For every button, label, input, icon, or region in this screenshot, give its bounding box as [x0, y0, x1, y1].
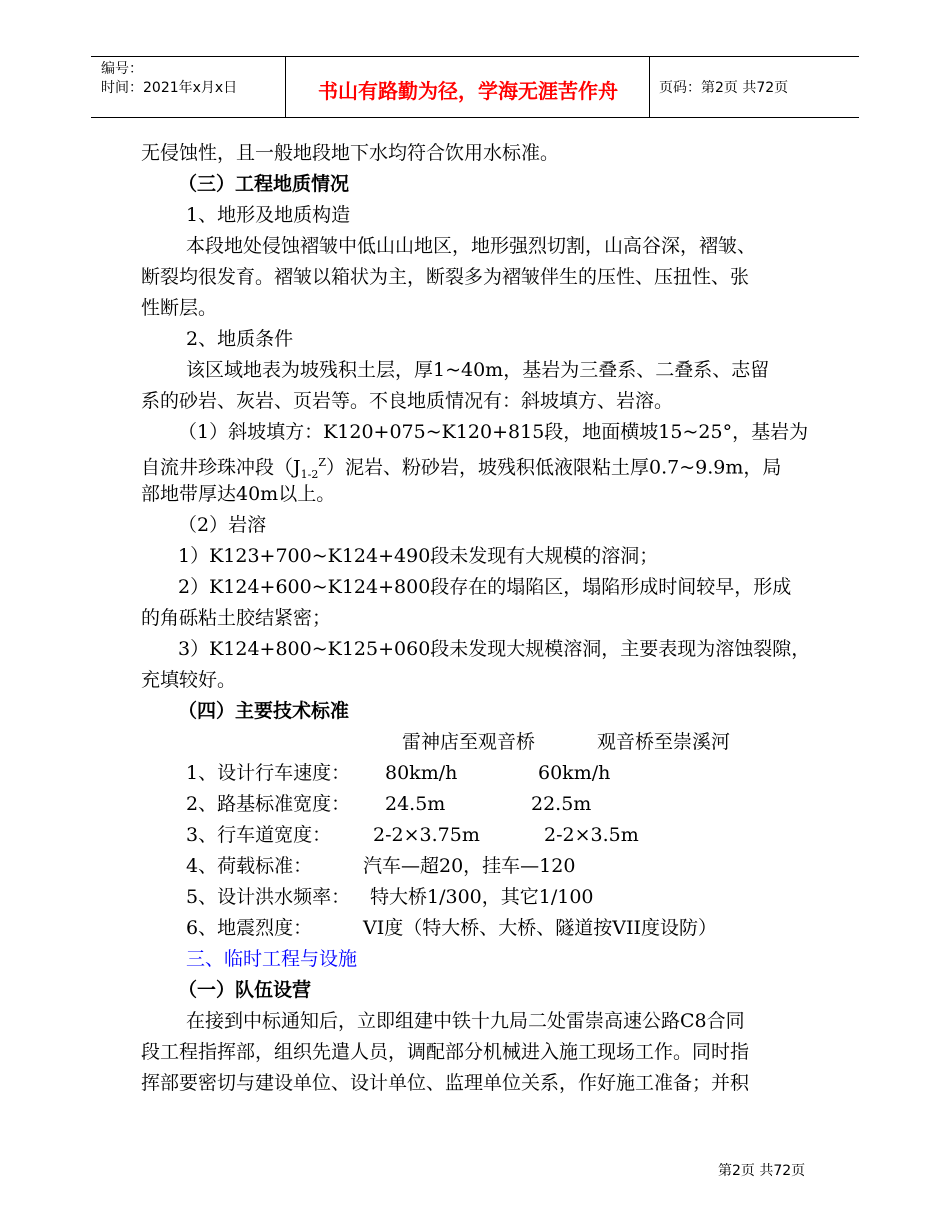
column-header: 观音桥至崇溪河: [597, 731, 731, 753]
row-label: 1、设计行车速度：: [186, 762, 351, 784]
header-page-number: 页码：第2页 共72页: [659, 80, 789, 96]
header-divider: [649, 57, 650, 117]
paragraph-line: 系的砂岩、灰岩、页岩等。不良地质情况有：斜坡填方、岩溶。: [141, 390, 674, 412]
row-value: 22.5m: [531, 793, 592, 815]
section-heading: （三）工程地质情况: [178, 173, 350, 195]
paragraph-line: （1）斜坡填方：K120+075~K120+815段，地面横坡15~25°，基岩为: [178, 421, 809, 443]
paragraph-line: 在接到中标通知后，立即组建中铁十九局二处雷崇高速公路C8合同: [186, 1010, 745, 1032]
section-heading: （四）主要技术标准: [178, 700, 350, 722]
header-serial: 编号：: [101, 61, 143, 77]
paragraph-line: 断裂均很发育。褶皱以箱状为主，断裂多为褶皱伴生的压性、压扭性、张: [141, 266, 750, 288]
paragraph-line: 3）K124+800~K125+060段未发现大规模溶洞，主要表现为溶蚀裂隙，: [178, 638, 811, 660]
paragraph-line: 挥部要密切与建设单位、设计单位、监理单位关系，作好施工准备；并积: [141, 1072, 750, 1094]
row-value: 60km/h: [538, 762, 611, 784]
row-label: 4、荷载标准：: [186, 855, 313, 877]
paragraph-line: 该区域地表为坡残积土层，厚1~40m，基岩为三叠系、二叠系、志留: [186, 359, 770, 381]
paragraph-line: 1）K123+700~K124+490段未发现有大规模的溶洞；: [178, 545, 659, 567]
row-value: 特大桥1/300，其它1/100: [370, 886, 594, 908]
subsection-heading: 1、地形及地质构造: [186, 204, 351, 226]
column-header: 雷神店至观音桥: [402, 731, 536, 753]
row-label: 3、行车道宽度：: [186, 824, 332, 846]
row-value: 汽车—超20，挂车—120: [363, 855, 576, 877]
paragraph-line: 2）K124+600~K124+800段存在的塌陷区，塌陷形成时间较早，形成: [178, 576, 792, 598]
header-motto: 书山有路勤为径，学海无涯苦作舟: [318, 79, 618, 103]
subsection-heading: （2）岩溶: [178, 514, 267, 536]
paragraph-line: 的角砾粘土胶结紧密；: [141, 607, 332, 629]
paragraph-line: 性断层。: [141, 297, 218, 319]
paragraph-line: 充填较好。: [141, 669, 237, 691]
subsection-heading: 2、地质条件: [186, 328, 294, 350]
footer-page-number: 第2页 共72页: [718, 1163, 806, 1179]
superscript: Z: [318, 456, 326, 469]
section-heading: （一）队伍设营: [178, 979, 312, 1001]
row-value: 24.5m: [385, 793, 446, 815]
row-value: VI度（特大桥、大桥、隧道按VII度设防）: [363, 917, 717, 939]
text-run: 自流井珍珠冲段（J: [141, 456, 301, 479]
row-value: 2-2×3.5m: [544, 824, 639, 846]
row-label: 2、路基标准宽度：: [186, 793, 351, 815]
paragraph-line: 无侵蚀性，且一般地段地下水均符合饮用水标准。: [141, 142, 560, 164]
paragraph-line: 段工程指挥部，组织先遣人员，调配部分机械进入施工现场工作。同时指: [141, 1041, 750, 1063]
header-meta: [101, 60, 237, 98]
header-divider: [285, 57, 286, 117]
row-value: 80km/h: [385, 762, 458, 784]
page-header: [91, 56, 859, 118]
paragraph-line: 本段地处侵蚀褶皱中低山山地区，地形强烈切割，山高谷深，褶皱、: [186, 235, 757, 257]
header-time: 时间：2021年x月x日: [101, 80, 238, 96]
row-label: 5、设计洪水频率：: [186, 886, 351, 908]
text-run: ）泥岩、粉砂岩，坡残积低液限粘土厚0.7~9.9m，局: [326, 456, 782, 479]
row-value: 2-2×3.75m: [373, 824, 480, 846]
row-label: 6、地震烈度：: [186, 917, 313, 939]
paragraph-line: 部地带厚达40m以上。: [141, 483, 336, 505]
chapter-heading-link[interactable]: 三、临时工程与设施: [186, 948, 358, 970]
subscript: 1-2: [300, 468, 319, 482]
